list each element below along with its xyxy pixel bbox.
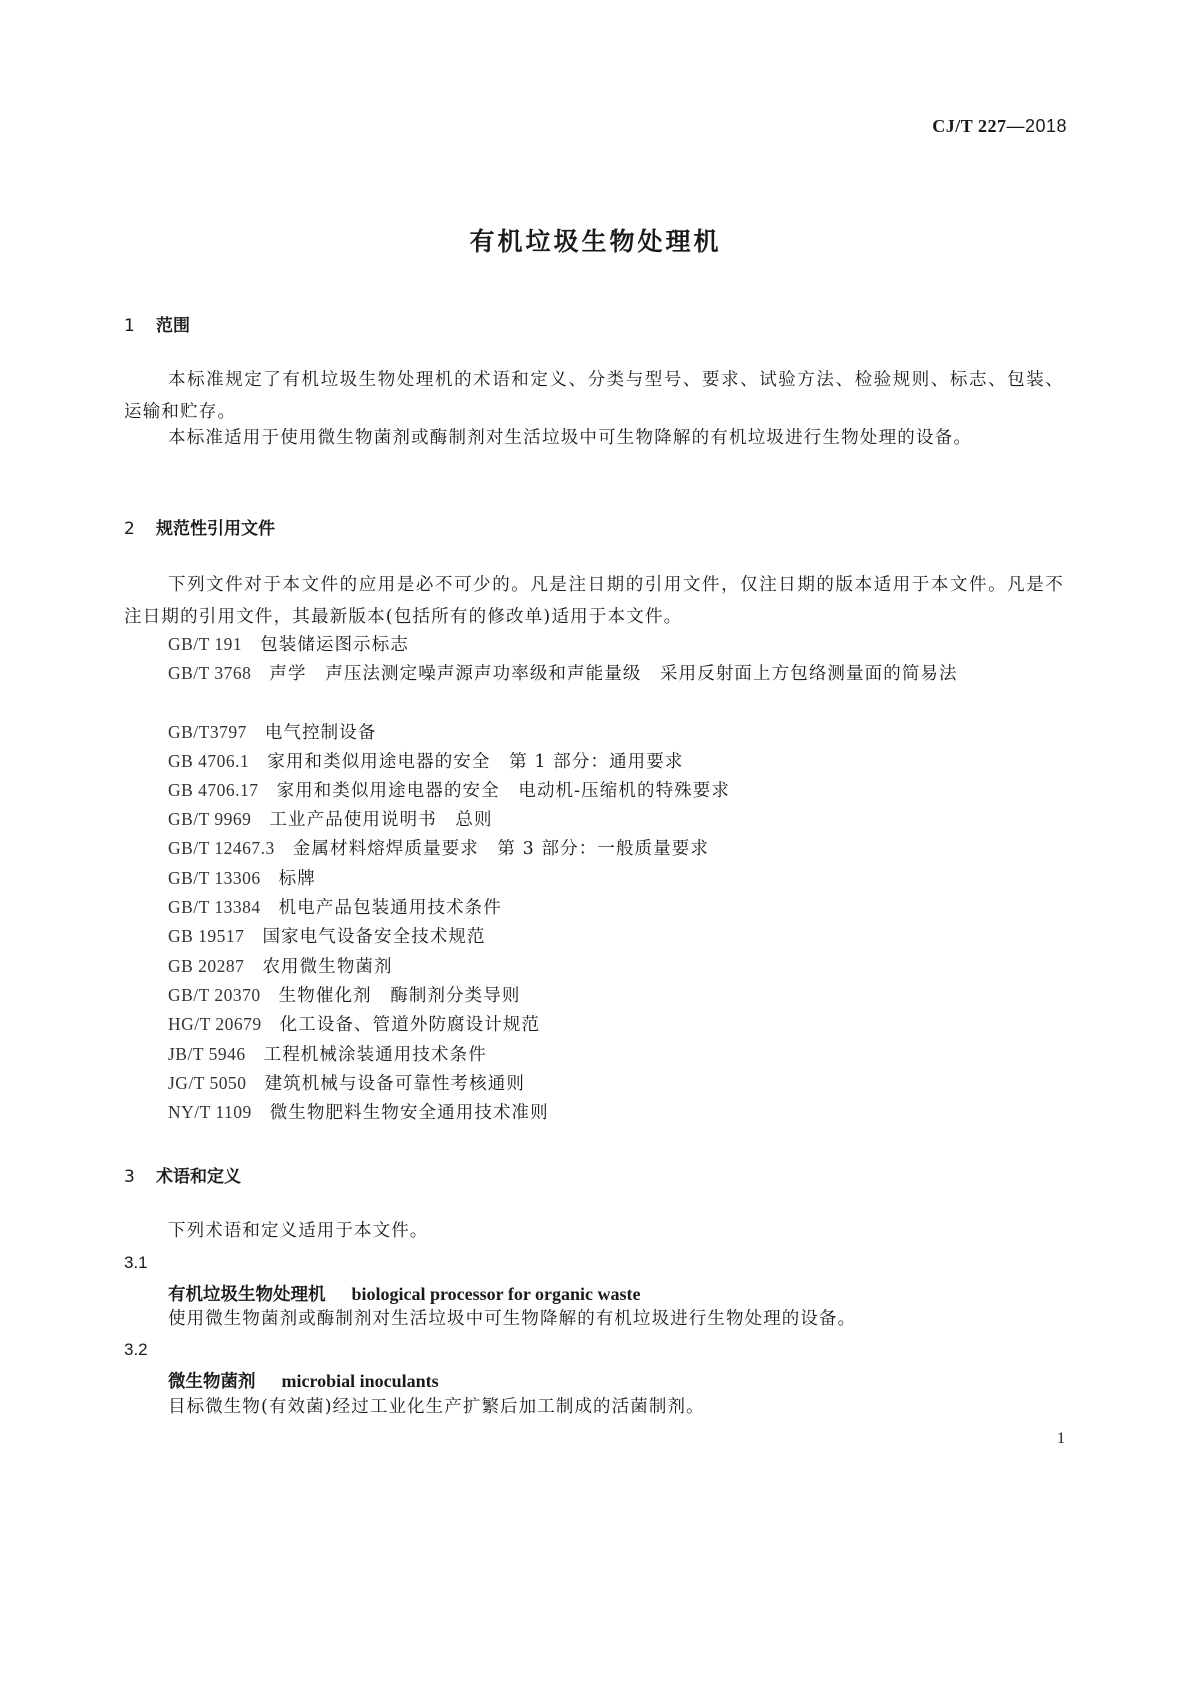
reference-item: GB/T 12467.3 金属材料熔焊质量要求 第 3 部分：一般质量要求	[168, 838, 709, 859]
reference-item: HG/T 20679 化工设备、管道外防腐设计规范	[168, 1014, 541, 1035]
term-number: 3.1	[124, 1253, 148, 1272]
section-2-intro: 下列文件对于本文件的应用是必不可少的。凡是注日期的引用文件，仅注日期的版本适用于本文件。凡是不注日期的引用文件，其最新版本(包括所有的修改单)适用于本文件。	[124, 575, 1064, 627]
term-definition: 使用微生物菌剂或酶制剂对生活垃圾中可生物降解的有机垃圾进行生物处理的设备。	[168, 1309, 857, 1329]
page-number: 1	[1057, 1430, 1065, 1447]
reference-item: GB/T 13306 标牌	[168, 868, 316, 889]
section-1-paragraph-2: 本标准适用于使用微生物菌剂或酶制剂对生活垃圾中可生物降解的有机垃圾进行生物处理的设备。	[168, 428, 973, 448]
section-3-heading: 3 术语和定义	[124, 1167, 241, 1187]
section-2-heading: 2 规范性引用文件	[124, 519, 275, 539]
term-heading: 微生物菌剂 microbial inoculants	[168, 1371, 439, 1392]
section-1-heading: 1 范围	[124, 316, 190, 336]
reference-item: GB 20287 农用微生物菌剂	[168, 956, 393, 977]
reference-item: GB/T 13384 机电产品包装通用技术条件	[168, 897, 502, 918]
reference-item: NY/T 1109 微生物肥料生物安全通用技术准则	[168, 1102, 549, 1123]
term-definition: 目标微生物(有效菌)经过工业化生产扩繁后加工制成的活菌制剂。	[168, 1397, 705, 1417]
reference-item: GB/T 9969 工业产品使用说明书 总则	[168, 809, 493, 830]
reference-item: GB 4706.17 家用和类似用途电器的安全 电动机-压缩机的特殊要求	[168, 780, 730, 801]
section-1-paragraph-1: 本标准规定了有机垃圾生物处理机的术语和定义、分类与型号、要求、试验方法、检验规则、标志、包装、运输和贮存。	[124, 370, 1064, 422]
reference-item: GB 19517 国家电气设备安全技术规范	[168, 926, 486, 947]
document-title: 有机垃圾生物处理机	[469, 227, 722, 256]
reference-item: GB/T 3768 声学 声压法测定噪声源声功率级和声能量级 采用反射面上方包络测量面的简易法	[168, 663, 958, 684]
reference-item: GB/T 191 包装储运图示标志	[168, 634, 409, 655]
standard-code: CJ/T 227	[932, 116, 1007, 136]
reference-item: JB/T 5946 工程机械涂装通用技术条件	[168, 1044, 487, 1065]
standard-number	[932, 116, 1067, 137]
reference-item: JG/T 5050 建筑机械与设备可靠性考核通则	[168, 1073, 525, 1094]
standard-year: —2018	[1006, 116, 1067, 136]
term-number: 3.2	[124, 1340, 148, 1359]
reference-item: GB 4706.1 家用和类似用途电器的安全 第 1 部分：通用要求	[168, 751, 684, 772]
section-3-intro: 下列术语和定义适用于本文件。	[168, 1221, 429, 1241]
reference-item: GB/T 20370 生物催化剂 酶制剂分类导则	[168, 985, 521, 1006]
term-heading: 有机垃圾生物处理机 biological processor for organic waste	[168, 1284, 641, 1305]
reference-item: GB/T3797 电气控制设备	[168, 722, 377, 743]
